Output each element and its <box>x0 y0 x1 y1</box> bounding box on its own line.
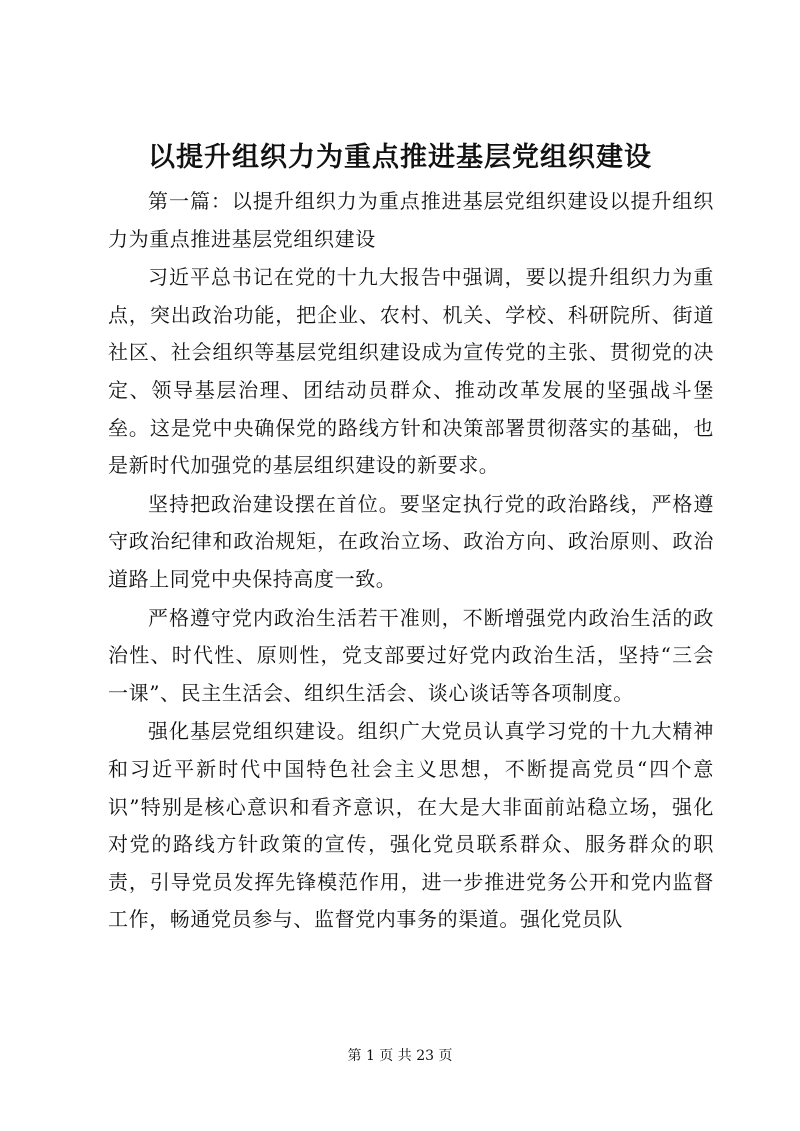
paragraph-report: 习近平总书记在党的十九大报告中强调，要以提升组织力为重点，突出政治功能，把企业、农村、机关、学校、科研院所、街道社区、社会组织等基层党组织建设成为宣传党的主张、贯彻党的决定、领导基层治理、团结动员群众、推动改革发展的坚强战斗堡垒。这是党中央确保党的路线方针和决策部署贯彻落实的基础，也是新时代加强党的基层组织建设的新要求。 <box>108 265 714 478</box>
paragraph-political-building: 坚持把政治建设摆在首位。要坚定执行党的政治路线，严格遵守政治纪律和政治规矩，在政治立场、政治方向、政治原则、政治道路上同党中央保持高度一致。 <box>108 491 714 591</box>
paragraph-intro: 第一篇：以提升组织力为重点推进基层党组织建设以提升组织力为重点推进基层党组织建设 <box>108 189 714 251</box>
paragraph-grassroots: 强化基层党组织建设。组织广大党员认真学习党的十九大精神和习近平新时代中国特色社会主义思想，不断提高党员“四个意识”特别是核心意识和看齐意识，在大是大非面前站稳立场，强化对党的路线方针政策的宣传，强化党员联系群众、服务群众的职责，引导党员发挥先锋模范作用，进一步推进党务公开和党内监督工作，畅通党员参与、监督党内事务的渠道。强化党员队 <box>108 719 714 932</box>
document-title: 以提升组织力为重点推进基层党组织建设 <box>148 142 652 173</box>
page-number-footer: 第 1 页 共 23 页 <box>347 1048 453 1064</box>
paragraph-political-life: 严格遵守党内政治生活若干准则，不断增强党内政治生活的政治性、时代性、原则性，党支部要过好党内政治生活，坚持“三会一课”、民主生活会、组织生活会、谈心谈话等各项制度。 <box>108 605 714 705</box>
document-body <box>108 183 714 940</box>
